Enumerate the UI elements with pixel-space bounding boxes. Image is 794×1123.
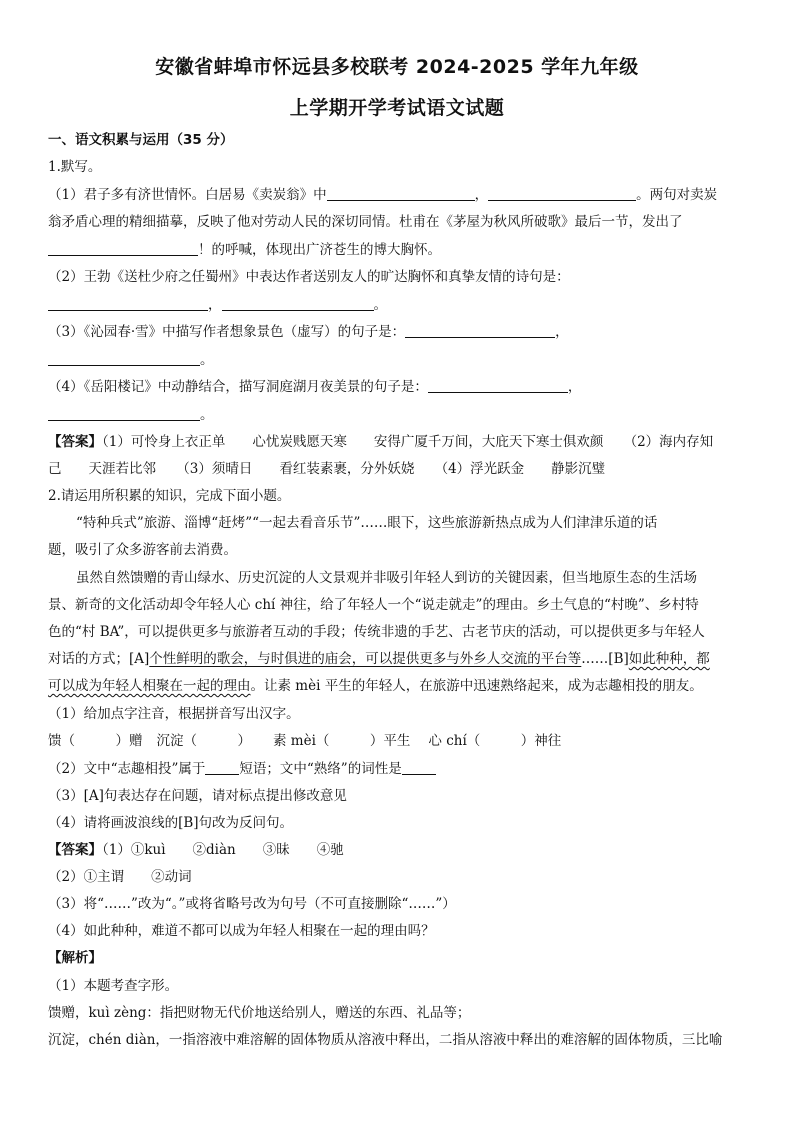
q1-part2-line1: （2）王勃《送杜少府之任蜀州》中表达作者送别友人的旷达胸怀和真挚友情的诗句是： xyxy=(48,269,570,285)
q1-part3-line2 xyxy=(48,351,748,369)
passage-para2-line3: 色的“村 BA”，可以提供更多与旅游者互动的手段；传统非遗的手艺、古老节庆的活动，可以提供更多与年轻人 xyxy=(48,624,705,640)
passage-text: 。让素 mèi 平生的年轻人，在旅游中迅速熟络起来，成为志趣相投的朋友。 xyxy=(250,678,703,694)
q2-answer-line2: （2）①主谓 ②动词 xyxy=(48,869,192,885)
sentence-b-wavy: 如此种种，都 xyxy=(628,651,710,667)
q1-part4-line2 xyxy=(48,406,748,424)
q2-sub2 xyxy=(48,760,748,778)
sub2-text-a: （2）文中“志趣相投”属于 xyxy=(48,761,206,777)
q1-part2-line2 xyxy=(48,296,748,314)
analysis-line1: （1）本题考查字形。 xyxy=(48,978,179,994)
passage-para2-line2: 景、新奇的文化活动却令年轻人心 chí 神往，给了年轻人一个“说走就走”的理由。乡土气息的“村晚”、乡村特 xyxy=(48,597,699,613)
answer-label: 【答案】 xyxy=(48,842,102,858)
q1-part3-line1 xyxy=(48,323,748,341)
answer-blank[interactable] xyxy=(48,406,200,421)
q1-answer-line1 xyxy=(48,433,748,451)
answer-blank[interactable] xyxy=(405,323,555,338)
q2-sub1: （1）给加点字注音，根据拼音写出汉字。 xyxy=(48,706,300,722)
q2-sub3: （3）[A]句表达存在问题，请对标点提出修改意见 xyxy=(48,788,347,804)
document-title-line2: 上学期开学考试语文试题 xyxy=(289,97,505,119)
document-title-line1: 安徽省蚌埠市怀远县多校联考 2024-2025 学年九年级 xyxy=(155,56,639,78)
q1-part1-line1 xyxy=(48,186,748,204)
q1-part4-line1 xyxy=(48,378,748,396)
q1-part4-text: （4）《岳阳楼记》中动静结合，描写洞庭湖月夜美景的句子是： xyxy=(48,379,428,395)
section-heading: 一、语文积累与运用（35 分） xyxy=(48,132,234,148)
q1-part1-text-c: ！的呼喊，体现出广济苍生的博大胸怀。 xyxy=(198,242,441,258)
question-1-label: 1.默写。 xyxy=(48,159,102,175)
separator: ， xyxy=(208,297,222,313)
answer-blank[interactable] xyxy=(402,760,436,775)
sub1-item: 馈（ ）赠 xyxy=(48,733,143,749)
passage-text: ……[B] xyxy=(581,651,629,667)
passage-para1-line2: 题，吸引了众多游客前去消费。 xyxy=(48,542,237,558)
q1-answer-text: （1）可怜身上衣正单 心忧炭贱愿天寒 安得广厦千万间，大庇天下寒士俱欢颜 （2）海内存知 xyxy=(102,434,714,450)
analysis-label: 【解析】 xyxy=(48,950,102,966)
answer-blank[interactable] xyxy=(222,296,374,311)
answer-blank[interactable] xyxy=(205,760,239,775)
q2-answer-line3: （3）将“……”改为“。”或将省略号改为句号（不可直接删除“……”） xyxy=(48,896,456,912)
sub2-text-b: 短语；文中“熟络”的词性是 xyxy=(239,761,402,777)
separator: ， xyxy=(555,324,569,340)
separator: ， xyxy=(474,187,489,203)
answer-blank[interactable] xyxy=(48,296,208,311)
passage-para2-line1: 虽然自然馈赠的青山绿水、历史沉淀的人文景观并非吸引年轻人到访的关键因素，但当地原生态的生活场 xyxy=(76,570,697,586)
passage-text: 对话的方式；[A] xyxy=(48,651,150,667)
terminator: 。 xyxy=(200,352,214,368)
q1-part1-line2: 翁矛盾心理的精细描摹，反映了他对劳动人民的深切同情。杜甫在《茅屋为秋风所破歌》最后一节，发出了 xyxy=(48,214,683,230)
q1-part1-text-a: （1）君子多有济世情怀。白居易《卖炭翁》中 xyxy=(48,187,327,203)
sentence-b-wavy: 可以成为年轻人相聚在一起的理由 xyxy=(48,678,251,694)
q2-answer-line4: （4）如此种种，难道不都可以成为年轻人相聚在一起的理由吗？ xyxy=(48,923,435,939)
q1-part1-text-b: 。两句对卖炭 xyxy=(636,187,718,203)
sentence-a-underlined: 个性鲜明的歌会，与时俱进的庙会，可以提供更多与外乡人交流的平台等 xyxy=(149,651,582,667)
question-2-label: 2.请运用所积累的知识，完成下面小题。 xyxy=(48,488,291,504)
answer-blank[interactable] xyxy=(428,378,568,393)
q2-answer-text: （1）①kuì ②diàn ③昧 ④驰 xyxy=(102,842,344,858)
sub1-item: 素 mèi（ ）平生 xyxy=(273,733,411,749)
terminator: 。 xyxy=(200,407,214,423)
terminator: 。 xyxy=(373,297,387,313)
sub1-item: 心 chí（ ）神往 xyxy=(428,733,562,749)
answer-label: 【答案】 xyxy=(48,434,102,450)
passage-para2-line5 xyxy=(48,677,748,695)
q2-sub1-items xyxy=(48,732,748,750)
separator: ， xyxy=(567,379,582,395)
passage-para2-line4 xyxy=(48,650,748,668)
analysis-line2: 馈赠，kuì zèng：指把财物无代价地送给别人，赠送的东西、礼品等； xyxy=(48,1005,471,1021)
q1-answer-line2: 己 天涯若比邻 （3）须晴日 看红装素裹，分外妖娆 （4）浮光跃金 静影沉璧 xyxy=(48,461,606,477)
sub1-item: 沉淀（ ） xyxy=(156,733,251,749)
answer-blank[interactable] xyxy=(48,241,198,256)
passage-para1-line1: “特种兵式”旅游、淄博“赶烤”“一起去看音乐节”……眼下，这些旅游新热点成为人们津津乐道的话 xyxy=(76,515,658,531)
q1-part3-text: （3）《沁园春·雪》中描写作者想象景色（虚写）的句子是： xyxy=(48,324,406,340)
q1-part1-line3 xyxy=(48,241,748,259)
answer-blank[interactable] xyxy=(327,186,475,201)
answer-blank[interactable] xyxy=(48,351,200,366)
answer-blank[interactable] xyxy=(488,186,636,201)
q2-answer-line1 xyxy=(48,841,748,859)
q2-sub4: （4）请将画波浪线的[B]句改为反问句。 xyxy=(48,815,294,831)
analysis-line3: 沉淀，chén diàn，一指溶液中难溶解的固体物质从溶液中释出，二指从溶液中释出的难溶解的固体物质，三比喻 xyxy=(48,1032,723,1048)
